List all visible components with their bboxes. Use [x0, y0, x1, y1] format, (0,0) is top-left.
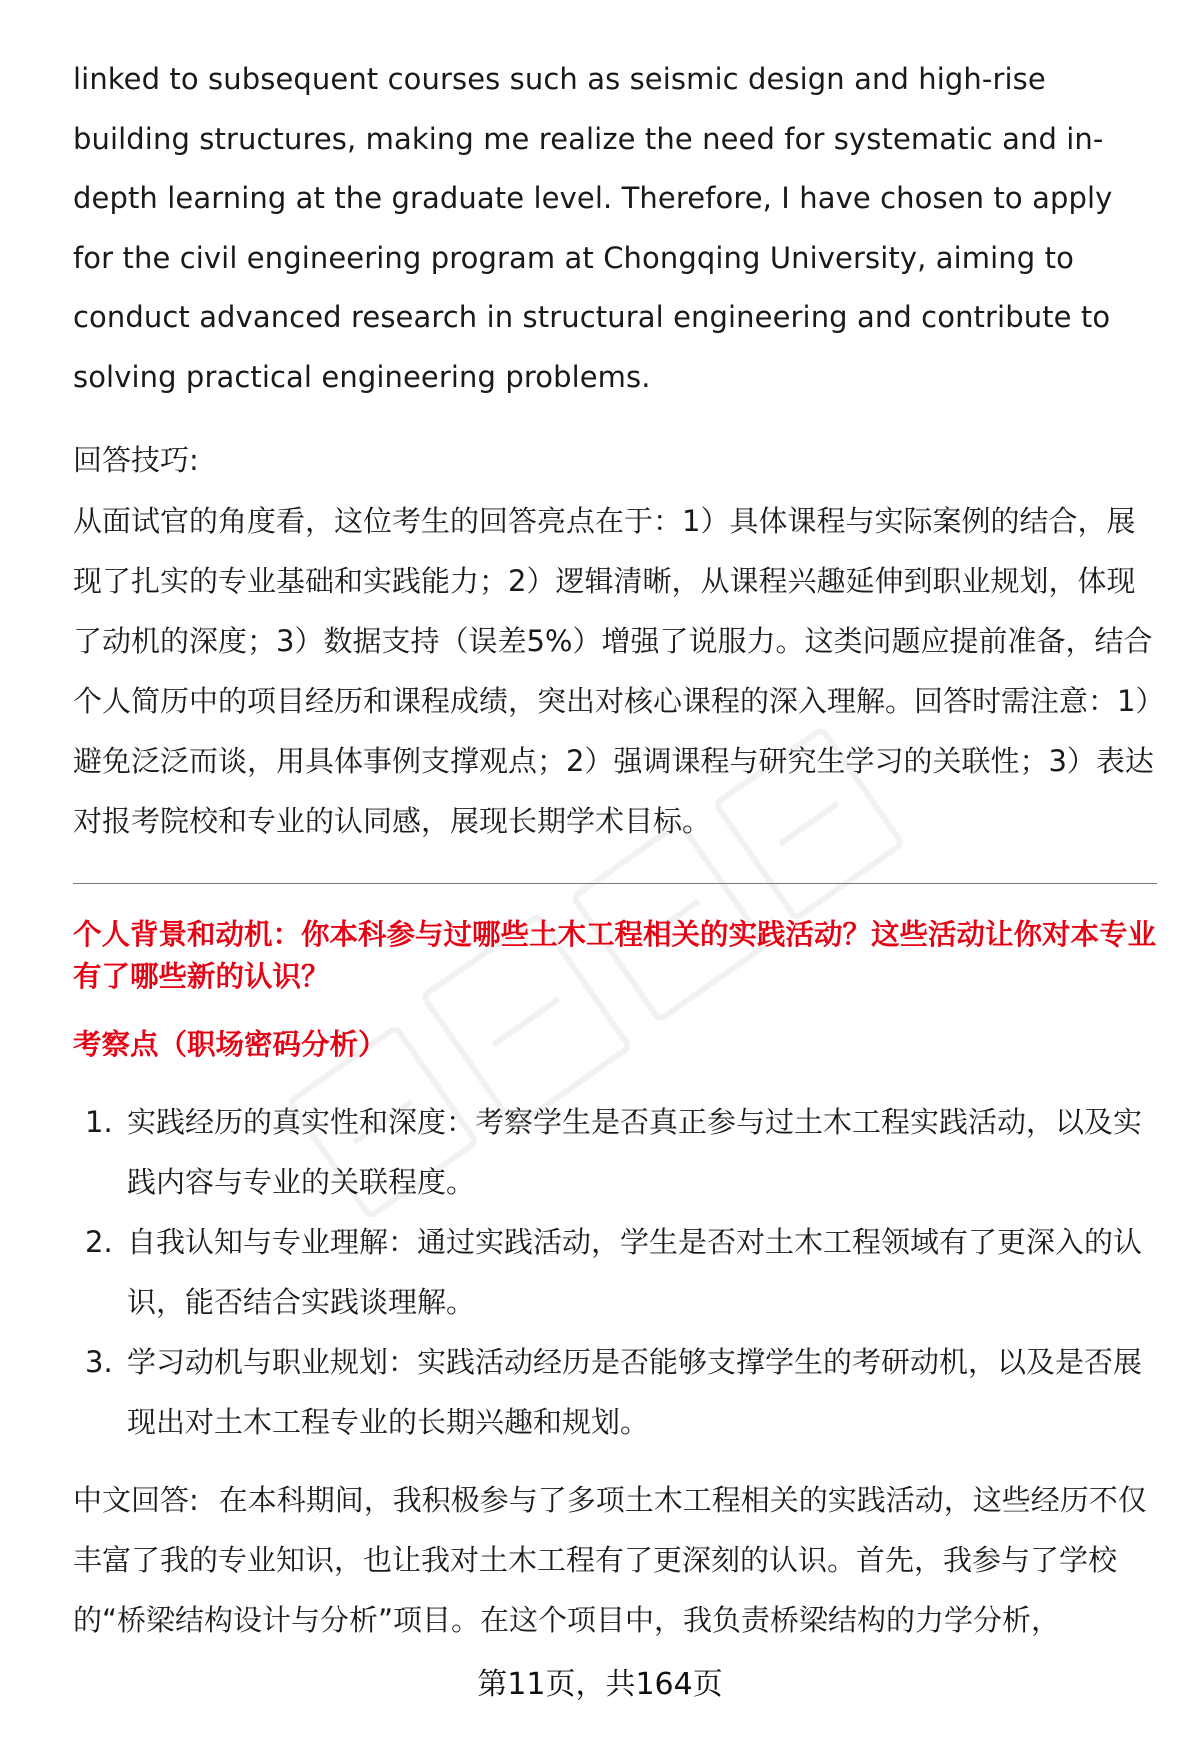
answer-label: 中文回答:: [73, 1482, 199, 1517]
chinese-answer: [73, 1470, 1157, 1650]
section-divider: [73, 883, 1157, 884]
list-item-number: 1.: [85, 1104, 113, 1139]
page-number: 第11页，共164页: [477, 1667, 723, 1702]
list-item-text: 学习动机与职业规划：实践活动经历是否能够支撑学生的考研动机，以及是否展现出对土木工程专业的长期兴趣和规划。: [127, 1344, 1143, 1439]
page-content: [73, 50, 1157, 1679]
tips-body: 从面试官的角度看，这位考生的回答亮点在于：1）具体课程与实际案例的结合，展现了扎实的专业基础和实践能力；2）逻辑清晰，从课程兴趣延伸到职业规划，体现了动机的深度；3）数据支持（误差5%）增强了说服力。这类问题应提前准备，结合个人简历中的项目经历和课程成绩，突出对核心课程的深入理解。回答时需注意：1）避免泛泛而谈，用具体事例支撑观点；2）强调课程与研究生学习的关联性；3）表达对报考院校和专业的认同感，展现长期学术目标。: [73, 503, 1154, 838]
list-item-number: 3.: [85, 1344, 113, 1379]
tips-title: 回答技巧:: [73, 443, 199, 477]
assessment-subheading: 考察点（职场密码分析）: [73, 1027, 387, 1061]
answer-text: 在本科期间，我积极参与了多项土木工程相关的实践活动，这些经历不仅丰富了我的专业知识，也让我对土木工程有了更深刻的认识。首先，我参与了学校的“桥梁结构设计与分析”项目。在这个项目中，我负责桥梁结构的力学分析，: [73, 1482, 1147, 1637]
list-item-number: 2.: [85, 1224, 113, 1259]
list-item: [73, 1092, 1157, 1212]
question-heading: 个人背景和动机：你本科参与过哪些土木工程相关的实践活动？这些活动让你对本专业有了哪些新的认识？: [73, 917, 1157, 993]
intro-paragraph: linked to subsequent courses such as seismic design and high-rise building structures, making me realize the need for systematic and in-depth learning at the graduate level. Therefore, I have chosen to apply for the civil engineering program at Chongqing University, aiming to conduct advanced research in structural engineering and contribute to solving practical engineering problems.: [73, 62, 1113, 394]
list-item: [73, 1212, 1157, 1332]
list-item: [73, 1332, 1157, 1452]
assessment-points-list: [73, 1092, 1157, 1452]
list-item-text: 自我认知与专业理解：通过实践活动，学生是否对土木工程领域有了更深入的认识，能否结合实践谈理解。: [127, 1224, 1143, 1319]
list-item-text: 实践经历的真实性和深度：考察学生是否真正参与过土木工程实践活动，以及实践内容与专业的关联程度。: [127, 1104, 1143, 1199]
